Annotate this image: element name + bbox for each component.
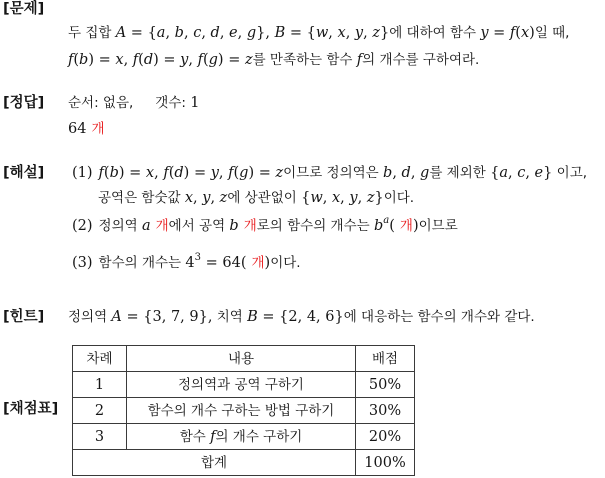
math-variable: A [111, 309, 122, 325]
total-score: 100% [364, 454, 406, 471]
row-score: 30% [368, 402, 402, 419]
answer-value: 64 [68, 121, 87, 137]
row-number: 1 [94, 376, 105, 393]
math-variable: f [509, 25, 516, 41]
problem-line-2 [68, 51, 479, 73]
header-order: 차례 [86, 350, 113, 367]
math-variable: z [372, 25, 380, 41]
math-variable: z [219, 190, 228, 206]
function-values-expression: x, y, z [184, 190, 228, 206]
rubric-header-row [73, 346, 415, 372]
math-variable: f [197, 52, 203, 68]
math-variable: y [180, 52, 189, 68]
total-label: 합계 [200, 454, 228, 471]
unit-highlight: 개 [251, 255, 265, 271]
set-b-expression: B = {w, x, y, z} [274, 25, 390, 41]
row-score: 20% [368, 428, 402, 445]
close-paren: ) [264, 255, 271, 271]
math-variable: z [275, 165, 284, 181]
row-content: 정의역과 공역 구하기 [178, 376, 304, 393]
math-variable: e [229, 25, 238, 41]
math-variable: B [247, 309, 258, 325]
domain-set-expression: {a, c, e} [490, 165, 553, 181]
solution-text: 이다. [383, 190, 415, 206]
math-variable: x [115, 52, 124, 68]
math-variable: w [315, 25, 329, 41]
function-values-expression: f(b) = x, f(d) = y, f(g) = z [98, 165, 284, 181]
domain-set-expression: A = {3, 7, 9}, [111, 309, 213, 325]
math-variable: w [310, 190, 323, 206]
close-paren: ) [412, 218, 419, 234]
total-label-cell [73, 450, 356, 476]
math-variable: b [174, 25, 184, 41]
math-variable: B [274, 25, 286, 41]
answer-count-value: 1 [190, 95, 200, 111]
unit-highlight: 개 [155, 218, 169, 234]
answer-line-1 [68, 94, 199, 116]
problem-text: 를 만족하는 함수 [252, 52, 357, 68]
math-variable: a [383, 215, 390, 226]
power-base [374, 218, 383, 234]
variable-a [142, 218, 151, 234]
math-variable: d [401, 165, 411, 181]
range-set-expression: B = {2, 4, 6} [247, 309, 344, 325]
rubric-label: [채점표] [3, 401, 59, 417]
math-variable: b [79, 52, 89, 68]
math-variable: x [331, 190, 341, 206]
row-number-cell [73, 398, 127, 424]
answer-count-label: 갯수: [155, 95, 191, 111]
math-variable: a [141, 218, 151, 234]
header-cell-order [73, 346, 127, 372]
function-expression: y = f(x) [480, 25, 535, 41]
hint-label: [힌트] [3, 309, 45, 325]
math-variable: z [366, 190, 375, 206]
row-score-cell [356, 372, 415, 398]
variable-b [229, 218, 238, 234]
codomain-set-expression: {w, x, y, z} [301, 190, 384, 206]
row-score: 50% [368, 376, 402, 393]
solution-text: 를 제외한 [429, 165, 491, 181]
math-variable: b [383, 165, 393, 181]
math-variable: a [156, 25, 166, 41]
math-variable: x [520, 25, 530, 41]
set-a-expression: A = {a, b, c, d, e, g}, [115, 25, 275, 41]
math-variable: x [337, 25, 346, 41]
math-variable: b [373, 218, 384, 234]
header-content: 내용 [227, 350, 255, 367]
math-variable: d [143, 52, 154, 68]
hint-text: 치역 [212, 309, 248, 325]
math-variable: f [356, 52, 363, 68]
total-score-cell [356, 450, 415, 476]
problem-label: [문제] [3, 1, 45, 17]
math-variable: c [517, 165, 526, 181]
math-variable: g [208, 52, 218, 68]
math-variable: y [210, 165, 219, 181]
solution-label: [해설] [3, 165, 45, 181]
math-variable: f [132, 52, 139, 68]
row-number: 3 [94, 428, 105, 445]
math-variable: f [163, 165, 169, 181]
rubric-table [72, 345, 415, 476]
solution-text: 이므로 [418, 218, 458, 234]
header-cell-content [127, 346, 356, 372]
math-variable: z [244, 52, 253, 68]
math-variable: b [229, 218, 239, 234]
hint-text: 정의역 [68, 309, 112, 325]
solution-step-2 [72, 217, 458, 239]
rubric-row [73, 398, 415, 424]
problem-text: 에 대하여 함수 [389, 25, 481, 41]
math-variable: y [349, 190, 358, 206]
solution-text: 정의역 [98, 218, 142, 234]
solution-text: 이다. [270, 255, 301, 271]
header-cell-score [356, 346, 415, 372]
row-content-cell [127, 372, 356, 398]
row-score-cell [356, 424, 415, 450]
row-content: 의 개수 구하기 [215, 428, 303, 445]
solution-text: 이고, [552, 165, 588, 181]
power-exponent: 3 [194, 252, 201, 263]
solution-text: 이므로 정의역은 [283, 165, 384, 181]
solution-text: 에 상관없이 [227, 190, 302, 206]
rubric-row [73, 424, 415, 450]
solution-text: 공역은 함숫값 [98, 190, 185, 206]
problem-text: 두 집합 [68, 25, 116, 41]
answer-line-2 [68, 120, 105, 142]
result-expression: = 64( [201, 255, 247, 271]
math-variable: a [499, 165, 508, 181]
math-variable: b [109, 165, 119, 181]
solution-step-1-line-1 [72, 164, 587, 186]
row-content-cell [127, 424, 356, 450]
excluded-elements-expression: b, d, g [383, 165, 430, 181]
math-variable: d [174, 165, 184, 181]
row-number-cell [73, 372, 127, 398]
math-variable: g [246, 25, 257, 41]
math-variable: e [534, 165, 544, 181]
unit-highlight: 개 [243, 218, 257, 234]
hint-text: 에 대응하는 함수의 개수와 같다. [343, 309, 535, 325]
problem-text: 의 개수를 구하여라. [362, 52, 480, 68]
step-number: (2) [72, 218, 93, 234]
problem-line-1 [68, 24, 569, 46]
answer-order-text: 순서: 없음, [68, 95, 134, 111]
step-number: (3) [72, 255, 93, 271]
problem-text: 일 때, [534, 25, 570, 41]
math-variable: x [184, 190, 194, 206]
row-content: 함수의 개수 구하는 방법 구하기 [147, 402, 335, 419]
header-score: 배점 [371, 350, 399, 367]
solution-text: 에서 공역 [168, 218, 230, 234]
solution-step-3 [72, 254, 301, 276]
row-content-cell [127, 398, 356, 424]
rubric-total-row [73, 450, 415, 476]
open-paren: ( [389, 218, 395, 234]
math-variable: g [239, 165, 249, 181]
row-content: 함수 [179, 428, 211, 445]
math-variable: d [210, 25, 220, 41]
math-variable: f [228, 165, 234, 181]
power-base: 4 [185, 255, 195, 271]
math-variable: c [193, 25, 202, 41]
hint-line [68, 308, 535, 330]
function-values-expression: f(b) = x, f(d) = y, f(g) = z [68, 52, 253, 68]
answer-unit: 개 [91, 121, 105, 137]
solution-step-1-line-2 [98, 189, 414, 211]
row-score-cell [356, 398, 415, 424]
answer-label: [정답] [3, 95, 45, 111]
math-variable: f [210, 428, 216, 445]
math-variable: A [115, 25, 127, 41]
solution-text: 함수의 개수는 [98, 255, 186, 271]
row-number: 2 [94, 402, 105, 419]
step-number: (1) [72, 165, 93, 181]
math-variable: g [420, 165, 430, 181]
unit-highlight: 개 [399, 218, 413, 234]
math-variable: y [354, 25, 364, 41]
math-variable: y [202, 190, 211, 206]
math-variable: f [68, 52, 74, 68]
math-variable: f [98, 165, 104, 181]
rubric-row [73, 372, 415, 398]
solution-text: 로의 함수의 개수는 [256, 218, 374, 234]
row-number-cell [73, 424, 127, 450]
math-variable: y [480, 25, 489, 41]
math-variable: x [145, 165, 155, 181]
